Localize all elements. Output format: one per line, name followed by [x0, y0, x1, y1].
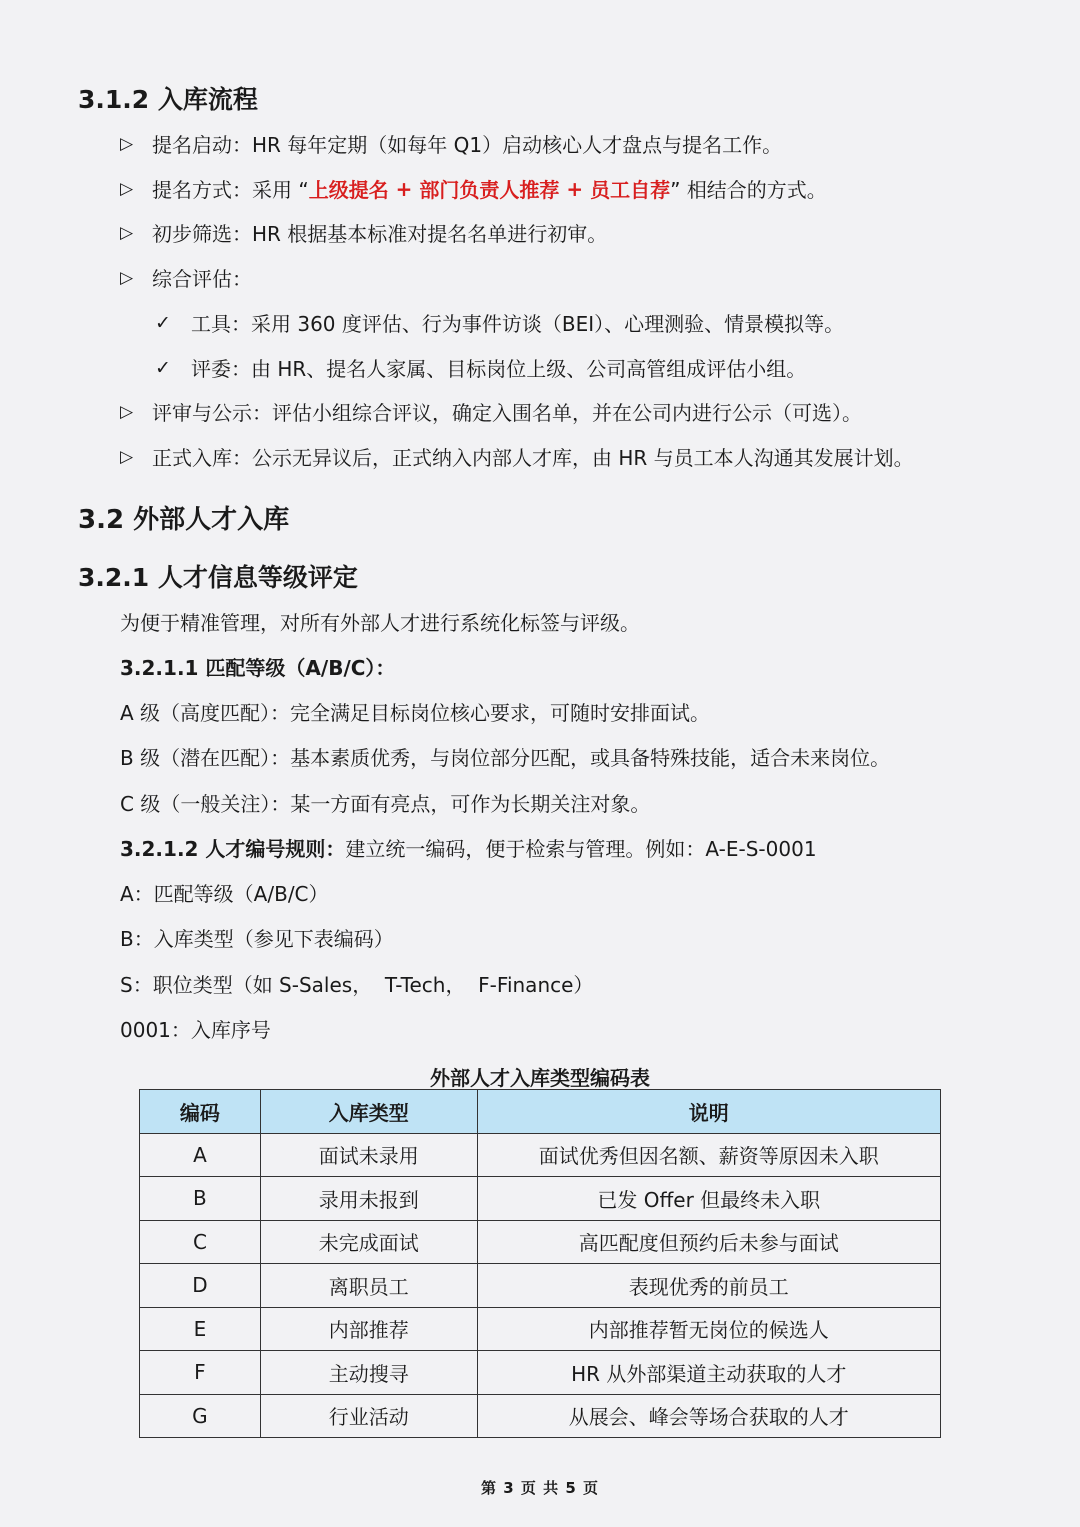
cell-description: 表现优秀的前员工 [477, 1264, 940, 1308]
header-description: 说明 [477, 1090, 940, 1134]
cell-code: A [140, 1133, 261, 1177]
cell-type: 未完成面试 [260, 1220, 477, 1264]
cell-description: 高匹配度但预约后未参与面试 [477, 1220, 940, 1264]
grade-a-text: A 级（高度匹配）：完全满足目标岗位核心要求，可随时安排面试。 [120, 701, 711, 725]
header-type: 入库类型 [260, 1090, 477, 1134]
triangle-bullet-icon: ▷ [120, 267, 134, 288]
check-item-judges [155, 353, 806, 382]
table-row [140, 1307, 941, 1351]
cell-type: 离职员工 [260, 1264, 477, 1308]
rule-sequence: 0001：入库序号 [120, 1018, 271, 1042]
cell-code: B [140, 1177, 261, 1221]
subsection-3-2-1-2-text: 建立统一编码，便于检索与管理。例如：A-E-S-0001 [345, 837, 817, 861]
check-item-tools [155, 308, 844, 337]
entry-type-code-table [139, 1089, 941, 1438]
rule-type: B：入库类型（参见下表编码） [120, 927, 394, 951]
page-footer: 第 3 页 共 5 页 [481, 1479, 599, 1497]
subsection-3-2-1-1-title: 3.2.1.1 匹配等级（A/B/C）： [120, 656, 396, 680]
grade-c-text: C 级（一般关注）：某一方面有亮点，可作为长期关注对象。 [120, 792, 651, 816]
cell-description: 已发 Offer 但最终未入职 [477, 1177, 940, 1221]
cell-code: F [140, 1351, 261, 1395]
section-3-2-title: 3.2 外部人才入库 [78, 505, 290, 535]
cell-description: 面试优秀但因名额、薪资等原因未入职 [477, 1133, 940, 1177]
table-row [140, 1220, 941, 1264]
bullet-formal-entry [120, 442, 914, 471]
table-row [140, 1351, 941, 1395]
bullet-nomination-method [120, 174, 827, 203]
section-3-1-2-title: 3.1.2 入库流程 [78, 85, 258, 114]
cell-type: 行业活动 [260, 1394, 477, 1438]
triangle-bullet-icon: ▷ [120, 133, 134, 154]
check-text: 评委：由 HR、提名人家属、目标岗位上级、公司高管组成评估小组。 [191, 357, 807, 381]
section-3-2-1-title: 3.2.1 人才信息等级评定 [78, 563, 358, 592]
bullet-text: 初步筛选：HR 根据基本标准对提名名单进行初审。 [152, 222, 608, 246]
header-code: 编码 [140, 1090, 261, 1134]
table-row [140, 1394, 941, 1438]
rule-grade: A：匹配等级（A/B/C） [120, 882, 329, 906]
method-plus: + [388, 176, 420, 201]
triangle-bullet-icon: ▷ [120, 401, 134, 422]
triangle-bullet-icon: ▷ [120, 178, 134, 199]
bullet-text: 综合评估： [152, 267, 252, 291]
cell-code: D [140, 1264, 261, 1308]
method-prefix: 提名方式：采用 “ [152, 178, 309, 202]
checkmark-icon: ✓ [155, 356, 171, 379]
triangle-bullet-icon: ▷ [120, 446, 134, 467]
bullet-review-publicity [120, 397, 862, 426]
bullet-text: 正式入库：公示无异议后，正式纳入内部人才库，由 HR 与员工本人沟通其发展计划。 [152, 446, 914, 470]
bullet-initial-screening [120, 218, 607, 247]
subsection-3-2-1-2-title: 3.2.1.2 人才编号规则： [120, 837, 346, 861]
cell-code: G [140, 1394, 261, 1438]
bullet-text: 评审与公示：评估小组综合评议，确定入围名单，并在公司内进行公示（可选）。 [152, 401, 862, 425]
cell-type: 内部推荐 [260, 1307, 477, 1351]
table-row [140, 1177, 941, 1221]
triangle-bullet-icon: ▷ [120, 222, 134, 243]
table-row [140, 1133, 941, 1177]
method-item-self: 员工自荐 [590, 178, 671, 202]
bullet-comprehensive-evaluation [120, 263, 252, 292]
cell-description: HR 从外部渠道主动获取的人才 [477, 1351, 940, 1395]
table-header-row [140, 1090, 941, 1134]
checkmark-icon: ✓ [155, 311, 171, 334]
method-item-superior: 上级提名 [308, 178, 389, 202]
cell-type: 主动搜寻 [260, 1351, 477, 1395]
bullet-nomination-start [120, 129, 782, 158]
cell-code: E [140, 1307, 261, 1351]
check-text: 工具：采用 360 度评估、行为事件访谈（BEI）、心理测验、情景模拟等。 [191, 312, 845, 336]
method-suffix: ” 相结合的方式。 [670, 178, 827, 202]
cell-description: 内部推荐暂无岗位的候选人 [477, 1307, 940, 1351]
method-plus: + [559, 176, 591, 201]
bullet-text: 提名启动：HR 每年定期（如每年 Q1）启动核心人才盘点与提名工作。 [152, 133, 783, 157]
subsection-3-2-1-2 [120, 833, 817, 862]
table-row [140, 1264, 941, 1308]
cell-code: C [140, 1220, 261, 1264]
intro-text: 为便于精准管理，对所有外部人才进行系统化标签与评级。 [120, 611, 640, 635]
cell-type: 面试未录用 [260, 1133, 477, 1177]
cell-type: 录用未报到 [260, 1177, 477, 1221]
method-item-dept-head: 部门负责人推荐 [419, 178, 560, 202]
cell-description: 从展会、峰会等场合获取的人才 [477, 1394, 940, 1438]
rule-position: S：职位类型（如 S-Sales， T-Tech， F-Finance） [120, 973, 594, 997]
grade-b-text: B 级（潜在匹配）：基本素质优秀，与岗位部分匹配，或具备特殊技能，适合未来岗位。 [120, 746, 891, 770]
table-title: 外部人才入库类型编码表 [430, 1066, 650, 1090]
